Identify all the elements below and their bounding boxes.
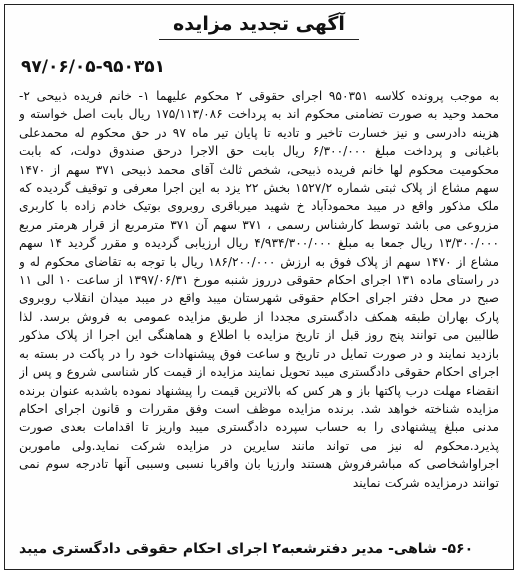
notice-title: آگهی تجدید مزایده xyxy=(159,11,359,40)
title-bar xyxy=(5,11,513,40)
notice-signature: ۵۶۰- شاهی- مدیر دفترشعبه۲ اجرای احکام حقوقی دادگستری میبد xyxy=(19,541,474,557)
notice-body: به موجب پرونده کلاسه ۹۵۰۳۵۱ اجرای حقوقی ۲ محکوم علیهما ۱- خانم فریده ذبیحی ۲- محمد وحید به صورت تضامنی محکوم اند به پرداخت ۱۷۵/۱۱۳/۰۸۶ ریال بابت اصل خواسته و هزینه دادرسی و نیز خسارت تاخیر و تادیه تا پایان تیر ماه ۹۷ در حق محکوم له محمدعلی باغبانی و پرداخت مبلغ ۶/۳۰۰/۰۰۰ ریال بابت حق الاجرا درحق صندوق دولت، که بابت محکومیت محکوم لها خانم فریده ذبیحی، شخص ثالث آقای محمد ذبیحی ۳۷۱ سهم از ۱۴۷۰ سهم مشاع از پلاک ثبتی شماره ۱۵۲۷/۲ بخش ۲۲ یزد به این اجرا معرفی و توقیف گردیده که ملک مذکور واقع در میبد محمودآباد خ شهید میرباقری روبروی بوتیک خادم زاده با کاربری مزروعی می باشد توسط کارشناس رسمی ، ۳۷۱ سهم آن ۳۷۱ مترمربع از قرار هرمتر مربع ۱۳/۳۰۰/۰۰۰ ریال جمعا به مبلغ ۴/۹۳۴/۳۰۰/۰۰۰ ریال ارزیابی گردیده و مقرر گردید ۱۴ سهم مشاع از ۱۴۷۰ سهم از پلاک فوق به ارزش ۱۸۶/۲۰۰/۰۰۰ ریال با توجه به تقاضای محکوم له و در راستای ماده ۱۳۱ اجرای احکام حقوقی درروز شنبه مورخ ۱۳۹۷/۰۶/۳۱ از ساعت ۱۰ الی ۱۱ صبح در محل دفتر اجرای احکام حقوقی شهرستان میبد واقع در میبد میدان انقلاب روبروی پارک بهاران طبقه همکف دادگستری مجددا از طریق مزایده عمومی به فروش برسد. لذا طالبین می توانند پنج روز قبل از تاریخ مزایده با اطلاع و هماهنگی این اجرا از پلاک مذکور بازدید نمایند و در صورت تمایل در تاریخ و ساعت فوق پیشنهادات خود را در پاکت در بسته به اجرای احکام حقوقی دادگستری میبد تحویل نمایند مزایده از قیمت کار شناسی شروع و پس از انقضاء مهلت درب پاکتها باز و هر کس که بالاترین قیمت را پیشنهاد نموده باشدبه عنوان برنده مزایده شناخته خواهد شد. برنده مزایده موظف است وفق مقررات و قانون اجرای احکام مدنی مبلغ پیشنهادی را به حساب سپرده دادگستری میبد واریز تا اقدامات بعدی صورت پذیرد.محکوم له نیز می تواند مانند سایرین در مزایده شرکت نماید.ولی ماموربن اجراواشخاصی که مباشرفروش هستند وارزیا بان واقربا نسبی وسببی آنها تادرجه سوم نمی توانند درمزایده شرکت نمایند xyxy=(19,89,499,490)
auction-notice xyxy=(4,4,514,570)
case-number: ۹۷/۰۶/۰۵-۹۵۰۳۵۱ xyxy=(21,57,165,77)
